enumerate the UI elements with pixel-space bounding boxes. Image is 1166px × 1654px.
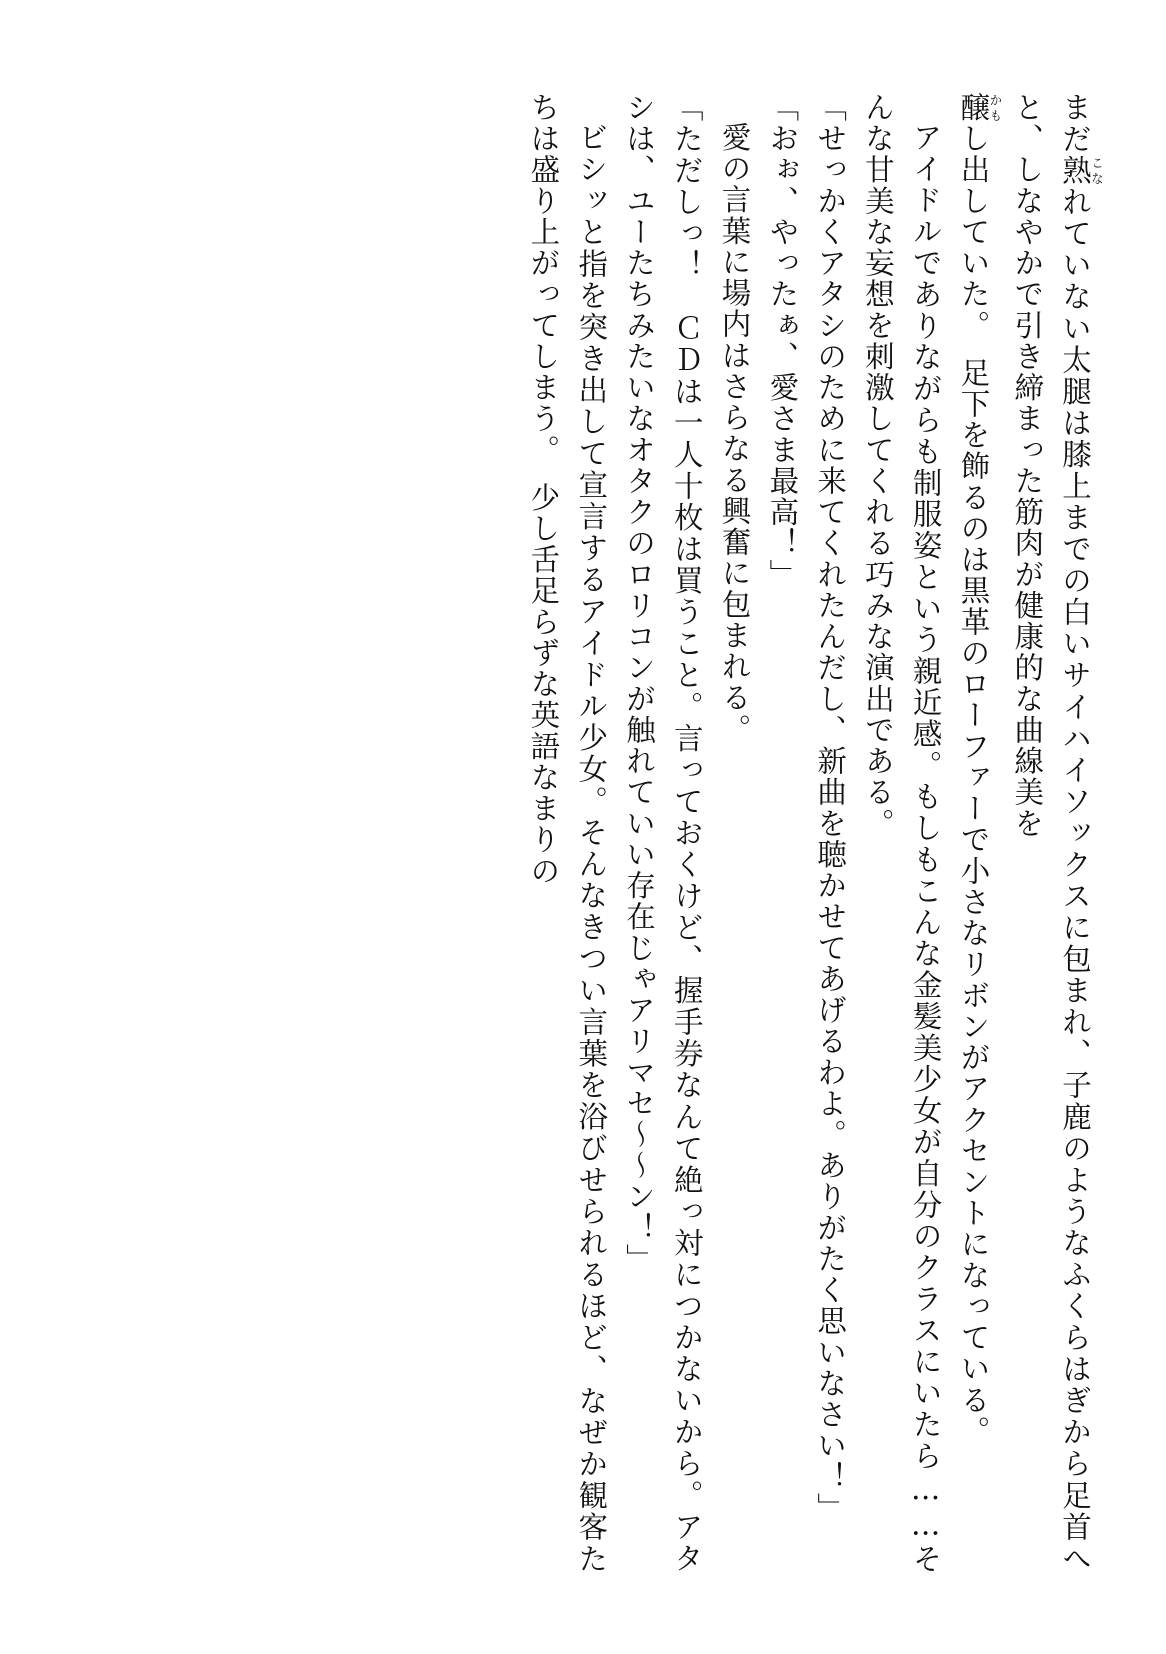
paragraph-8: ビシッと指を突き出して宣言するアイドル少女。そんなきつい言葉を浴びせられるほど、なぜか観客たちは盛り上がってしまう。 少し舌足らずな英語なまりの <box>526 92 609 1574</box>
ruby-base: 醸 <box>956 92 991 124</box>
paragraph-7: 「ただしっ！ ＣＤは一人十枚は買うこと。言っておくけど、握手券なんて絶っ対につかないから。アタシは、ユーたちみたいなオタクのロリコンが触れていい存在じゃアリマセ〜〜ン！」 <box>621 92 704 1574</box>
text-run: し出していた。 足下を飾るのは黒革のローファーで小さなリボンがアクセントになっている。 <box>956 123 991 1447</box>
paragraph-5: 「おぉ、やったぁ、愛さま最高！」 <box>765 92 800 590</box>
paragraph-1 <box>1002 92 1104 1574</box>
paragraph-2 <box>949 92 1003 1574</box>
text-run: れていない太腿は膝上までの白いサイハイソックスに包まれ、子鹿のようなふくらはぎから足首へと、しなやかで引き締まった筋肉が健康的な曲線美を <box>1010 92 1092 1575</box>
paragraph-4: 「せっかくアタシのために来てくれたんだし、新曲を聴かせてあげるわよ。ありがたく思いなさい！」 <box>813 92 848 1524</box>
ruby-base: 熟 <box>1058 155 1092 187</box>
ruby-annotation <box>956 92 1003 124</box>
text-run: まだ <box>1058 92 1092 156</box>
vertical-text-body <box>60 92 1104 1574</box>
ruby-annotation <box>1058 155 1105 187</box>
ruby-text: こな <box>1089 155 1105 187</box>
ruby-text: かも <box>987 92 1003 124</box>
paragraph-3: アイドルでありながらも制服姿という親近感。もしもこんな金髪美少女が自分のクラスにいたら……そんな甘美な妄想を刺激してくれる巧みな演出である。 <box>860 92 943 1574</box>
paragraph-6: 愛の言葉に場内はさらなる興奮に包まれる。 <box>717 121 752 744</box>
